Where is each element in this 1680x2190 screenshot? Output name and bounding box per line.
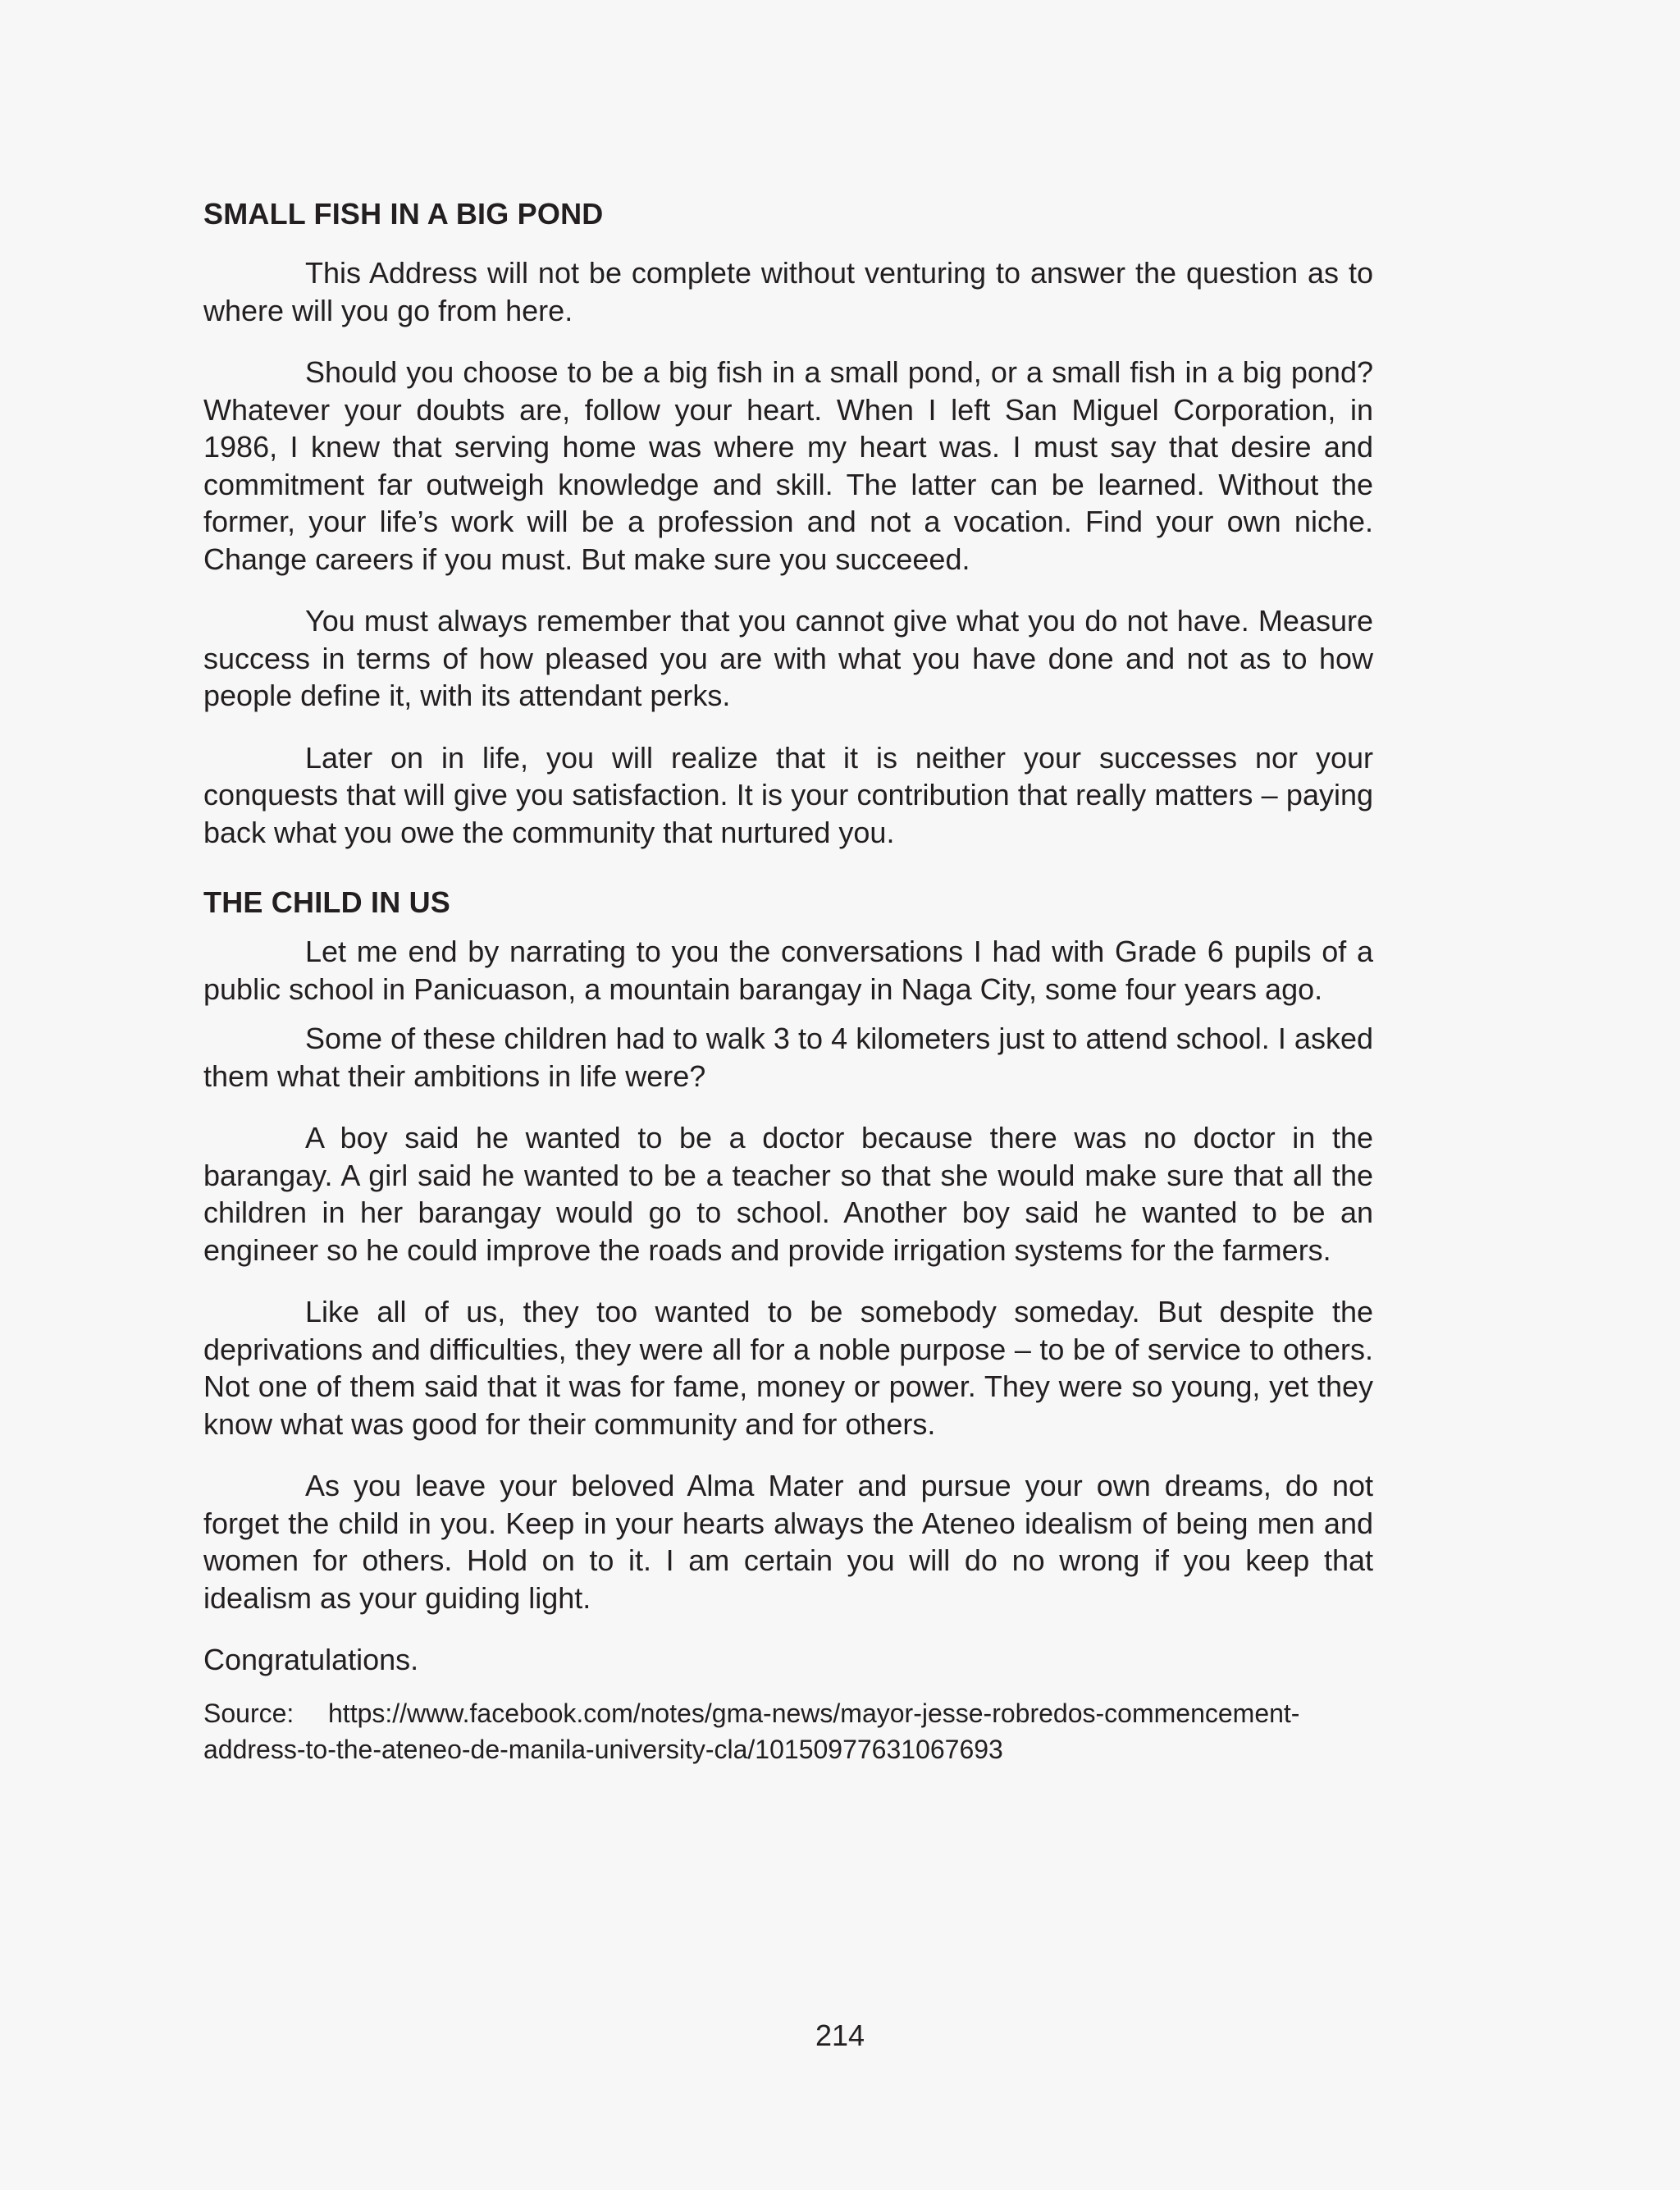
page-content: [203, 195, 1373, 1767]
paragraph: Let me end by narrating to you the conversations I had with Grade 6 pupils of a public school in Panicuason, a mountain barangay in Naga City, some four years ago.: [203, 935, 1373, 1006]
section-heading-child-in-us: THE CHILD IN US: [203, 885, 451, 919]
closing-line: Congratulations.: [203, 1643, 419, 1676]
source-label: Source:: [203, 1698, 294, 1728]
paragraph: As you leave your beloved Alma Mater and pursue your own dreams, do not forget the child in you. Keep in your hearts always the Ateneo idealism of being men and women for others. Hold on to it. I am certain you will do no wrong if you keep that idealism as your guiding light.: [203, 1469, 1373, 1615]
source-citation: [203, 1695, 1373, 1767]
section-heading-small-fish: SMALL FISH IN A BIG POND: [203, 197, 604, 231]
source-url: https://www.facebook.com/notes/gma-news/mayor-jesse-robredos-commencement-address-to-the-ateneo-de-manila-university-cla/10150977631067693: [203, 1698, 1300, 1764]
page-number: 214: [815, 2019, 865, 2052]
paragraph: Some of these children had to walk 3 to 4 kilometers just to attend school. I asked them what their ambitions in life were?: [203, 1022, 1373, 1093]
paragraph: Like all of us, they too wanted to be somebody someday. But despite the deprivations and difficulties, they were all for a noble purpose – to be of service to others. Not one of them said that it was for fame, money or power. They were so young, yet they know what was good for their community and for others.: [203, 1295, 1373, 1441]
paragraph: You must always remember that you cannot give what you do not have. Measure success in terms of how pleased you are with what you have done and not as to how people define it, with its attendant perks.: [203, 604, 1373, 712]
paragraph: Later on in life, you will realize that it is neither your successes nor your conquests that will give you satisfaction. It is your contribution that really matters – paying back what you owe the community that nurtured you.: [203, 740, 1373, 849]
paragraph: A boy said he wanted to be a doctor because there was no doctor in the barangay. A girl said he wanted to be a teacher so that she would make sure that all the children in her barangay would go to school. Another boy said he wanted to be an engineer so he could improve the roads and provide irrigation systems for the farmers.: [203, 1121, 1373, 1267]
paragraph: This Address will not be complete without venturing to answer the question as to where will you go from here.: [203, 256, 1373, 327]
paragraph: Should you choose to be a big fish in a small pond, or a small fish in a big pond? Whatever your doubts are, follow your heart. When I left San Miguel Corporation, in 1986, I knew that serving home was where my heart was. I must say that desire and commitment far outweigh knowledge and skill. The latter can be learned. Without the former, your life’s work will be a profession and not a vocation. Find your own niche. Change careers if you must. But make sure you succeeed.: [203, 355, 1373, 576]
